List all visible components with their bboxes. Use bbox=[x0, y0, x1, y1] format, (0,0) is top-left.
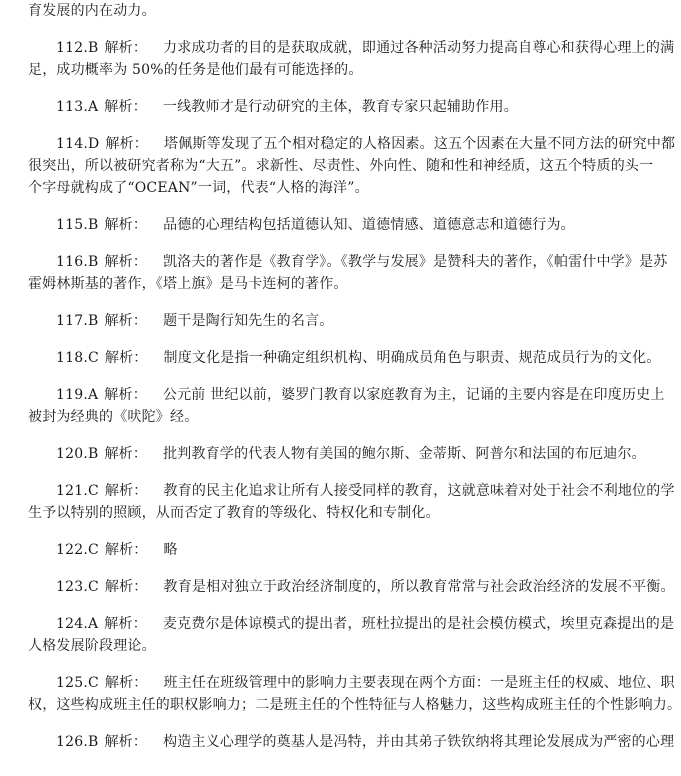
answer-entry bbox=[28, 347, 661, 369]
question-answer: 118.C bbox=[56, 350, 99, 366]
question-answer: 112.B bbox=[56, 40, 99, 56]
question-answer: 121.C bbox=[56, 483, 99, 499]
explanation-text: 公元前 世纪以前，婆罗门教育以家庭教育为主，记诵的主要内容是在印度历史上 bbox=[162, 387, 665, 403]
entry-first-line bbox=[28, 613, 675, 635]
question-answer: 116.B bbox=[56, 254, 99, 270]
explanation-text: 批判教育学的代表人物有美国的鲍尔斯、金蒂斯、阿普尔和法国的布厄迪尔。 bbox=[163, 446, 646, 462]
question-answer: 126.B bbox=[56, 734, 99, 750]
explanation-text: 麦克费尔是体谅模式的提出者，班杜拉提出的是社会模仿模式，埃里克森提出的是 bbox=[162, 616, 675, 632]
question-answer: 117.B bbox=[56, 313, 99, 329]
analysis-label: 解析： bbox=[104, 542, 148, 558]
answer-entry bbox=[28, 480, 675, 524]
answer-entry bbox=[28, 539, 584, 561]
analysis-label: 解析： bbox=[105, 136, 149, 152]
analysis-label: 解析： bbox=[104, 313, 148, 329]
explanation-text: 略 bbox=[163, 542, 178, 558]
entry-first-line bbox=[28, 731, 675, 753]
entry-first-line bbox=[28, 539, 584, 561]
answer-entry bbox=[28, 251, 668, 295]
answer-entry bbox=[28, 443, 646, 465]
analysis-label: 解析： bbox=[104, 350, 148, 366]
explanation-text: 生予以特别的照顾，从而否定了教育的等级化、特权化和专制化。 bbox=[28, 505, 440, 521]
explanation-text: 足，成功概率为 50%的任务是他们最有可能选择的。 bbox=[28, 62, 363, 78]
explanation-text: 霍姆林斯基的著作，《塔上旗》是马卡连柯的著作。 bbox=[28, 276, 348, 292]
entry-first-line bbox=[28, 443, 646, 465]
explanation-text: 凯洛夫的著作是《教育学》。《教学与发展》是赞科夫的著作，《帕雷什中学》是苏 bbox=[163, 254, 668, 270]
question-answer: 115.B bbox=[56, 217, 99, 233]
answer-list bbox=[28, 37, 681, 753]
continuation-line: 育发展的内在动力。 bbox=[28, 3, 156, 19]
answer-entry bbox=[28, 133, 676, 199]
explanation-text: 制度文化是指一种确定组织机构、明确成员角色与职责、规范成员行为的文化。 bbox=[163, 350, 661, 366]
explanation-text: 被封为经典的《吠陀》经。 bbox=[28, 409, 199, 425]
entry-first-line bbox=[28, 133, 676, 155]
explanation-text: 力求成功者的目的是获取成就，即通过各种活动努力提高自尊心和获得心理上的满 bbox=[163, 40, 675, 56]
entry-continuation-line bbox=[28, 59, 584, 81]
question-answer: 122.C bbox=[56, 542, 99, 558]
question-answer: 114.D bbox=[56, 136, 100, 152]
explanation-text: 权，这些构成班主任的职权影响力；二是班主任的个性特征与人格魅力，这些构成班主任的个性影响力。 bbox=[28, 697, 681, 713]
analysis-label: 解析： bbox=[104, 734, 148, 750]
entry-continuation-line bbox=[28, 273, 584, 295]
question-answer: 120.B bbox=[56, 446, 99, 462]
answer-entry bbox=[28, 214, 584, 236]
answer-entry bbox=[28, 672, 681, 716]
answer-entry bbox=[28, 37, 675, 81]
answer-entry bbox=[28, 731, 675, 753]
explanation-text: 品德的心理结构包括道德认知、道德情感、道德意志和道德行为。 bbox=[163, 217, 575, 233]
analysis-label: 解析： bbox=[104, 616, 147, 632]
explanation-text: 题干是陶行知先生的名言。 bbox=[163, 313, 334, 329]
analysis-label: 解析： bbox=[104, 254, 148, 270]
entry-first-line bbox=[28, 576, 675, 598]
answer-entry bbox=[28, 310, 584, 332]
explanation-text: 构造主义心理学的奠基人是冯特，并由其弟子铁钦纳将其理论发展成为严密的心理 bbox=[163, 734, 675, 750]
question-answer: 113.A bbox=[56, 99, 99, 115]
analysis-label: 解析： bbox=[104, 40, 148, 56]
question-answer: 123.C bbox=[56, 579, 99, 595]
analysis-label: 解析： bbox=[104, 483, 148, 499]
entry-first-line bbox=[28, 672, 675, 694]
explanation-text: 塔佩斯等发现了五个相对稳定的人格因素。这五个因素在大量不同方法的研究中都 bbox=[164, 136, 676, 152]
entry-continuation-line bbox=[28, 502, 584, 524]
entry-first-line bbox=[28, 96, 584, 118]
analysis-label: 解析： bbox=[104, 579, 148, 595]
entry-continuation-line bbox=[28, 635, 584, 657]
entry-continuation-line bbox=[28, 406, 584, 428]
entry-first-line bbox=[28, 347, 661, 369]
analysis-label: 解析： bbox=[104, 387, 147, 403]
explanation-text: 教育的民主化追求让所有人接受同样的教育，这就意味着对处于社会不利地位的学 bbox=[163, 483, 675, 499]
entry-first-line bbox=[28, 214, 584, 236]
entry-continuation-line bbox=[28, 155, 654, 177]
explanation-text: 班主任在班级管理中的影响力主要表现在两个方面：一是班主任的权威、地位、职 bbox=[163, 675, 675, 691]
entry-first-line bbox=[28, 37, 675, 59]
explanation-text: 人格发展阶段理论。 bbox=[28, 638, 156, 654]
entry-continuation-line bbox=[28, 694, 681, 716]
explanation-text: 一线教师才是行动研究的主体，教育专家只起辅助作用。 bbox=[162, 99, 518, 115]
explanation-text: 教育是相对独立于政治经济制度的，所以教育常常与社会政治经济的发展不平衡。 bbox=[163, 579, 675, 595]
answer-entry bbox=[28, 384, 665, 428]
answer-entry bbox=[28, 613, 675, 657]
analysis-label: 解析： bbox=[104, 675, 148, 691]
answer-entry bbox=[28, 576, 675, 598]
entry-first-line bbox=[28, 310, 584, 332]
question-answer: 125.C bbox=[56, 675, 99, 691]
entry-first-line bbox=[28, 251, 668, 273]
entry-first-line bbox=[28, 480, 675, 502]
entry-continuation-line bbox=[28, 177, 584, 199]
explanation-text: 个字母就构成了“OCEAN”一词，代表“人格的海洋”。 bbox=[28, 180, 369, 196]
analysis-label: 解析： bbox=[104, 99, 147, 115]
answer-entry bbox=[28, 96, 584, 118]
analysis-label: 解析： bbox=[104, 217, 148, 233]
question-answer: 124.A bbox=[56, 616, 99, 632]
analysis-label: 解析： bbox=[104, 446, 148, 462]
explanation-text: 很突出，所以被研究者称为“大五”。求新性、尽责性、外向性、随和性和神经质，这五个特质的头一 bbox=[28, 158, 654, 174]
question-answer: 119.A bbox=[56, 387, 99, 403]
entry-first-line bbox=[28, 384, 665, 406]
